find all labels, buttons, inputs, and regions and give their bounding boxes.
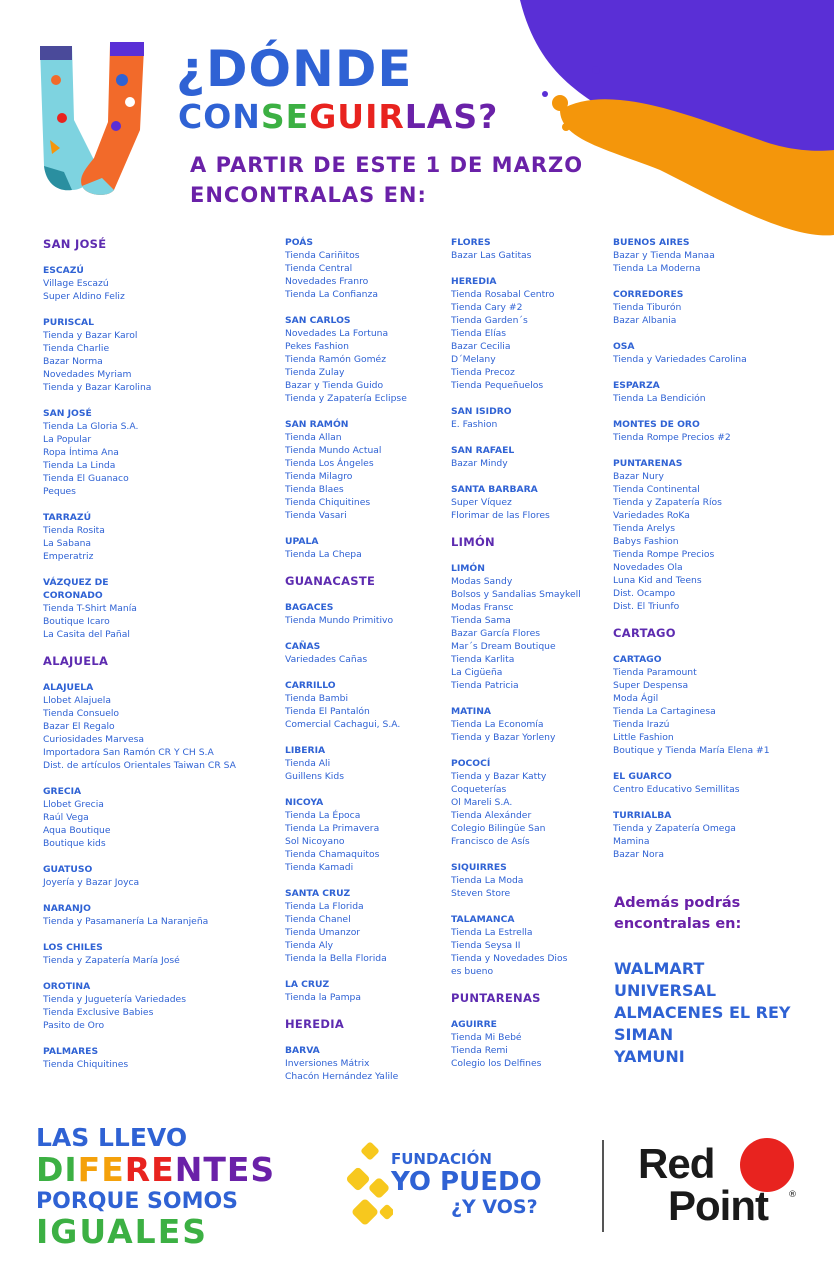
store-item: Coqueterías [451,784,507,795]
canton-title: SANTA BARBARA [451,484,538,495]
footer-divider [602,1140,604,1232]
canton-group [613,379,813,405]
store-item: Tienda y Bazar Yorleny [451,732,556,743]
store-item: Tienda Rompe Precios [613,549,715,560]
store-item: Tienda Chanel [285,914,351,925]
canton-title: MONTES DE ORO [613,419,700,430]
store-item: Variedades RoKa [613,510,690,521]
store-item: Tienda La Economía [451,719,544,730]
store-item: Tienda Rompe Precios #2 [613,432,731,443]
store-item: Bazar Norma [43,356,103,367]
store-yamuni: YAMUNI [614,1047,685,1066]
store-column-4 [613,236,813,874]
store-item: es bueno [451,966,494,977]
extra-line-1: Además podrás [614,895,741,911]
canton-title: GUATUSO [43,864,93,875]
store-item: Tienda Consuelo [43,708,120,719]
store-item: Super Víquez [451,497,512,508]
canton-group [613,809,813,861]
store-item: Pekes Fashion [285,341,349,352]
store-item: Tienda Umanzor [285,927,361,938]
store-item: Bazar y Tienda Guido [285,380,384,391]
store-item: Tienda Cary #2 [451,302,523,313]
canton-title: AGUIRRE [451,1019,497,1030]
canton-group [43,316,243,394]
extra-stores-list [614,958,791,1068]
canton-title: LIBERIA [285,745,326,756]
canton-title: POCOCÍ [451,758,491,769]
store-item: Tienda Karlita [451,654,515,665]
store-item: Bazar García Flores [451,628,541,639]
canton-title: NARANJO [43,903,91,914]
store-item: Tienda Remi [451,1045,508,1056]
store-item: Tienda La Moderna [613,263,701,274]
canton-title: EL GUARCO [613,771,672,782]
store-item: Comercial Cachagui, S.A. [285,719,401,730]
store-item: Tienda y Zapatería Ríos [613,497,722,508]
store-item: La Cigüeña [451,667,503,678]
store-item: La Popular [43,434,92,445]
store-item: Chacón Hernández Yalile [285,1071,399,1082]
store-item: Tienda y Bazar Karol [43,330,138,341]
canton-title: TURRIALBA [613,810,672,821]
store-item: Pasito de Oro [43,1020,105,1031]
store-item: Bazar y Tienda Manaa [613,250,715,261]
store-item: Tienda Arelys [613,523,676,534]
canton-group [43,863,243,889]
store-item: Sol Nicoyano [285,836,345,847]
region-heading: ALAJUELA [43,654,109,668]
store-item: Tienda La Linda [43,460,116,471]
store-item: Francisco de Asís [451,836,530,847]
region-heading: SAN JOSÉ [43,237,107,251]
canton-title: POÁS [285,237,314,248]
find-line: ENCONTRALAS EN: [190,183,427,207]
canton-title: MATINA [451,706,492,717]
store-item: Steven Store [451,888,511,899]
store-item: Luna Kid and Teens [613,575,702,586]
store-item: Raúl Vega [43,812,89,823]
store-item: Aqua Boutique [43,825,111,836]
store-item: Tienda Pequeñuelos [451,380,544,391]
canton-title: BAGACES [285,602,334,613]
store-item: Modas Sandy [451,576,513,587]
slogan-line-3: PORQUE SOMOS [36,1189,239,1214]
store-item: Florimar de las Flores [451,510,550,521]
canton-title: ESPARZA [613,380,660,391]
canton-group [43,681,243,772]
store-item: E. Fashion [451,419,498,430]
store-item: Mamina [613,836,650,847]
region-heading: CARTAGO [613,626,676,640]
store-item: Boutique y Tienda María Elena #1 [613,745,770,756]
region-heading: PUNTARENAS [451,991,541,1005]
store-item: Tienda Los Ángeles [285,458,374,469]
region-heading: HEREDIA [285,1017,345,1031]
store-item: Tienda Continental [613,484,700,495]
store-item: Tienda y Juguetería Variedades [43,994,186,1005]
store-item: Bazar El Regalo [43,721,115,732]
canton-group [613,653,813,757]
store-item: Tienda Ali [285,758,331,769]
store-column-1 [43,236,243,1084]
store-item: Tienda Mundo Primitivo [285,615,394,626]
page-subtitle [178,97,498,136]
store-item: Tienda La Estrella [451,927,533,938]
store-item: Tienda Patricia [451,680,519,691]
store-item: Tienda Mundo Actual [285,445,382,456]
canton-group [43,407,243,498]
store-item: Tienda y Pasamanería La Naranjeña [43,916,209,927]
subtitle-part: GUIR [309,97,405,136]
store-item: Tienda Precoz [451,367,515,378]
canton-title: SANTA CRUZ [285,888,351,899]
subtitle-part: SE [260,97,310,136]
store-siman: SIMAN [614,1025,674,1044]
store-item: Tienda Chiquitines [43,1059,129,1070]
store-item: Colegio los Delfines [451,1058,542,1069]
canton-title: ESCAZÚ [43,265,84,276]
canton-group [613,770,813,796]
canton-title: BUENOS AIRES [613,237,690,248]
store-item: Tienda Tiburón [613,302,682,313]
store-item: Tienda La Confianza [285,289,378,300]
canton-group [43,785,243,850]
slogan [36,1123,275,1249]
store-item: Tienda La Época [285,810,361,821]
store-item: Bazar Mindy [451,458,508,469]
store-item: Little Fashion [613,732,674,743]
canton-title: SAN RAFAEL [451,445,515,456]
canton-title: HEREDIA [451,276,497,287]
canton-title: SAN ISIDRO [451,406,512,417]
extra-stores-title [614,893,741,935]
store-item: Peques [43,486,76,497]
canton-title: TARRAZÚ [43,512,92,523]
store-item: Llobet Grecia [43,799,104,810]
store-item: Bazar Cecilia [451,341,511,352]
store-item: Village Escazú [43,278,109,289]
store-item: Tienda y Zapatería Omega [613,823,736,834]
store-item: Tienda y Variedades Carolina [613,354,747,365]
store-item: Tienda Blaes [285,484,344,495]
region-heading: LIMÓN [451,535,495,549]
store-item: Tienda la Pampa [285,992,362,1003]
canton-title: PURISCAL [43,317,95,328]
socks-illustration [36,40,156,200]
store-item: Tienda T-Shirt Manía [43,603,137,614]
canton-group [43,980,243,1032]
store-item: Emperatriz [43,551,94,562]
canton-group [43,1045,243,1071]
store-item: Variedades Cañas [285,654,368,665]
region-heading: GUANACASTE [285,574,376,588]
store-item: Joyería y Bazar Joyca [43,877,140,888]
slogan-line-1: LAS LLEVO [36,1123,188,1152]
canton-title: OSA [613,341,635,352]
canton-title: LA CRUZ [285,979,330,990]
store-item: Tienda Allan [285,432,342,443]
canton-title: SAN RAMÓN [285,419,349,430]
canton-title: SAN JOSÉ [43,408,92,419]
store-item: Tienda Vasari [285,510,347,521]
store-item: Curiosidades Marvesa [43,734,145,745]
store-item: Moda Ágil [613,693,659,704]
store-item: Tienda Central [285,263,353,274]
store-item: Tienda y Bazar Karolina [43,382,152,393]
page-title: ¿DÓNDE [176,40,413,98]
canton-title: BARVA [285,1045,320,1056]
store-item: Ol Mareli S.A. [451,797,513,808]
canton-group [613,418,813,444]
store-item: Tienda Rosabal Centro [451,289,555,300]
canton-title: LOS CHILES [43,942,103,953]
slogan-part: FE [77,1150,125,1189]
slogan-part: DI [36,1150,78,1189]
store-item: Mar´s Dream Boutique [451,641,556,652]
store-item: Tienda Chiquitines [285,497,371,508]
store-item: Inversiones Mátrix [285,1058,370,1069]
store-item: Centro Educativo Semillitas [613,784,740,795]
store-item: La Sabana [43,538,92,549]
date-line: A PARTIR DE ESTE 1 DE MARZO [190,153,584,177]
canton-title: SIQUIRRES [451,862,507,873]
canton-title: PALMARES [43,1046,99,1057]
store-item: Tienda y Bazar Katty [451,771,547,782]
store-universal: UNIVERSAL [614,981,717,1000]
canton-group [43,511,243,563]
store-item: Tienda la Bella Florida [285,953,387,964]
slogan-part: N [174,1150,204,1189]
store-item: Tienda Aly [285,940,334,951]
fundacion-label: FUNDACIÓN [391,1150,492,1168]
store-almacenes-el-rey: ALMACENES EL REY [614,1003,791,1022]
store-item: Tienda Charlie [43,343,110,354]
store-item: Tienda Mi Bebé [451,1032,522,1043]
store-item: Tienda La Chepa [285,549,362,560]
store-item: Dist. Ocampo [613,588,676,599]
fundacion-yo-puedo-logo [345,1140,585,1230]
canton-group [43,576,243,641]
store-item: Tienda Elías [451,328,507,339]
slogan-line-2 [36,1152,275,1188]
canton-title: SAN CARLOS [285,315,351,326]
store-item: Tienda El Pantalón [285,706,370,717]
store-item: Tienda El Guanaco [43,473,129,484]
store-item: Tienda y Zapatería María José [43,955,180,966]
canton-title: UPALA [285,536,319,547]
store-item: Boutique kids [43,838,106,849]
store-item: Tienda Seysa II [451,940,521,951]
canton-title: TALAMANCA [451,914,515,925]
store-item: Babys Fashion [613,536,679,547]
canton-title: CORREDORES [613,289,684,300]
slogan-part: TES [203,1150,276,1189]
store-item: Tienda Rosita [43,525,105,536]
yo-puedo-label: YO PUEDO [391,1167,542,1197]
store-item: Dist. de artículos Orientales Taiwan CR SA [43,760,236,771]
fundacion-x-mark-icon [345,1140,393,1230]
store-item: Guillens Kids [285,771,344,782]
store-item: Bazar Albania [613,315,677,326]
canton-title: PUNTARENAS [613,458,683,469]
store-item: Novedades Myriam [43,369,132,380]
subtitle-part: LAS? [404,97,499,136]
registered-mark: ® [788,1190,797,1200]
store-item: Tienda La Florida [285,901,364,912]
store-item: Tienda Kamadi [285,862,354,873]
redpoint-point-label: Point [668,1182,768,1229]
subtitle-part: CON [178,97,261,136]
store-item: Tienda Paramount [613,667,697,678]
slogan-line-4: IGUALES [36,1212,209,1251]
canton-group [613,288,813,327]
canton-title: NICOYA [285,797,324,808]
store-item: Novedades Franro [285,276,369,287]
canton-title: GRECIA [43,786,82,797]
store-item: Super Despensa [613,680,689,691]
canton-title: CARRILLO [285,680,336,691]
canton-group [43,264,243,303]
y-vos-label: ¿Y VOS? [451,1196,538,1218]
store-item: Importadora San Ramón CR Y CH S.A [43,747,214,758]
store-item: Tienda Milagro [285,471,353,482]
store-item: Novedades La Fortuna [285,328,389,339]
store-item: Tienda La Moda [451,875,524,886]
store-item: Tienda y Novedades Dios [451,953,568,964]
canton-group [43,902,243,928]
canton-title: LIMÓN [451,563,485,574]
store-item: Bazar Las Gatitas [451,250,532,261]
canton-group [613,236,813,275]
store-item: Tienda La Primavera [285,823,380,834]
store-item: Super Aldino Feliz [43,291,125,302]
store-item: Tienda Zulay [285,367,345,378]
store-item: Tienda Irazú [613,719,670,730]
store-item: Tienda Alexánder [451,810,532,821]
store-item: Tienda Exclusive Babies [43,1007,154,1018]
store-item: Tienda Garden´s [451,315,528,326]
canton-title: ALAJUELA [43,682,94,693]
canton-group [613,340,813,366]
canton-title-continued: CORONADO [43,590,103,601]
store-item: Colegio Bilingüe San [451,823,546,834]
store-item: Tienda y Zapatería Eclipse [285,393,407,404]
store-item: Tienda La Bendición [613,393,706,404]
slogan-part: RE [124,1150,175,1189]
canton-title: VÁZQUEZ DE [43,577,109,588]
store-item: Tienda Bambi [285,693,349,704]
store-item: Tienda Sama [451,615,511,626]
store-item: Tienda Ramón Goméz [285,354,387,365]
store-item: Boutique Icaro [43,616,110,627]
canton-group [43,941,243,967]
canton-title: FLORES [451,237,491,248]
store-item: Tienda La Cartaginesa [613,706,716,717]
canton-title: OROTINA [43,981,91,992]
store-item: Bolsos y Sandalias Smaykell [451,589,581,600]
store-item: Tienda La Gloria S.A. [43,421,139,432]
store-item: Bazar Nury [613,471,664,482]
store-item: Novedades Ola [613,562,683,573]
store-item: La Casita del Pañal [43,629,130,640]
store-item: Ropa Íntima Ana [43,447,119,458]
canton-title: CARTAGO [613,654,662,665]
canton-title: CAÑAS [285,641,321,652]
extra-line-2: encontralas en: [614,916,742,932]
redpoint-logo [636,1140,806,1240]
store-item: Bazar Nora [613,849,664,860]
redpoint-red-label: Red [638,1140,715,1187]
store-item: D´Melany [451,354,496,365]
store-item: Tienda Cariñitos [285,250,360,261]
store-item: Modas Fransc [451,602,514,613]
store-item: Llobet Alajuela [43,695,111,706]
canton-group [613,457,813,613]
store-walmart: WALMART [614,959,705,978]
store-item: Tienda Chamaquitos [285,849,380,860]
store-item: Dist. El Triunfo [613,601,680,612]
